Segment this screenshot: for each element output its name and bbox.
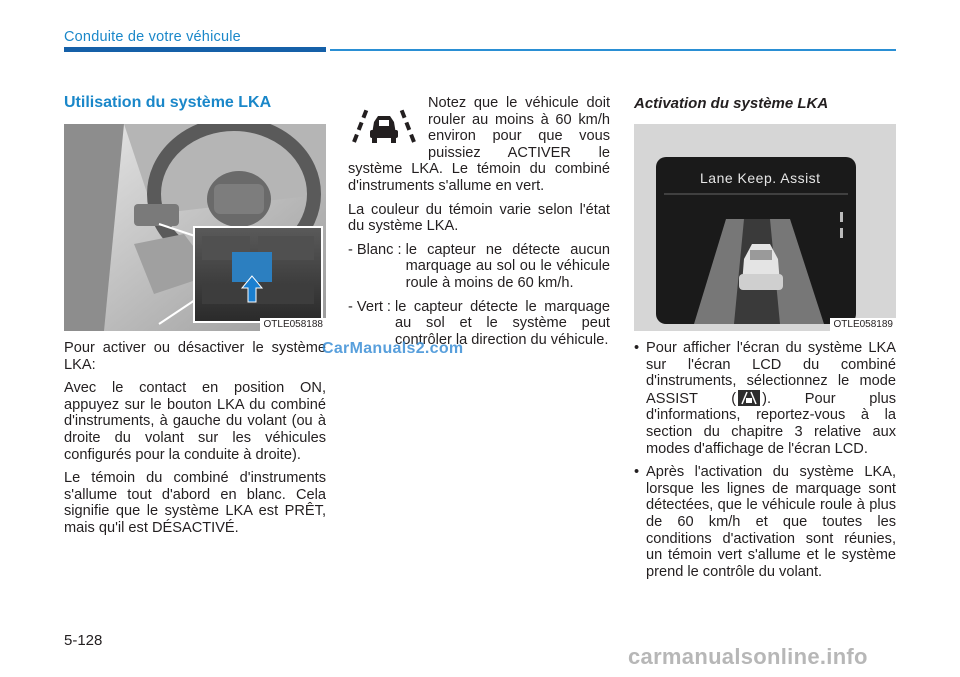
- bullet-text: Pour afficher l'écran du système LKA sur l'écran LCD du combiné d'instruments, sélectionnez le mode ASSIST ( ). Pour plus d'informations, reportez-vous à la section du chapitre 3 relative aux modes d'affichage de l'écran LCD.: [646, 340, 897, 457]
- bullet-dot: •: [634, 340, 640, 356]
- figure-code: OTLE058189: [830, 318, 897, 331]
- item-label: - Blanc :: [348, 241, 406, 258]
- item-text: le capteur ne détecte aucun marquage au sol ou le véhicule roule à moins de 60 km/h.: [405, 241, 610, 291]
- bullet-afficher: [634, 340, 896, 457]
- chapter-title: Conduite de votre véhicule: [64, 29, 241, 45]
- right-body: [634, 340, 896, 587]
- bullet-activation: [634, 464, 896, 580]
- assist-mode-icon: [738, 390, 760, 406]
- header-rule-light: [330, 49, 896, 51]
- middle-body: [348, 95, 610, 355]
- paragraph-activate: Pour activer ou désactiver le système LKA:: [64, 340, 326, 373]
- overlay-watermark: CarManuals2.com: [322, 340, 464, 357]
- header-rule-dark: [64, 47, 326, 52]
- paragraph-couleur: La couleur du témoin varie selon l'état du système LKA.: [348, 201, 610, 235]
- page-number: 5-128: [64, 632, 103, 649]
- paragraph-contact: Avec le contact en position ON, appuyez sur le bouton LKA du combiné d'instruments, à gauche du volant (ou à droite du volant sur les véhicules configurés pour la conduite à droite).: [64, 380, 326, 463]
- left-body: [64, 340, 326, 544]
- section-title-utilisation: Utilisation du système LKA: [64, 94, 272, 111]
- dashboard-illustration: [64, 124, 326, 331]
- dashboard-figure: [64, 124, 326, 331]
- lcd-title: Lane Keep. Assist: [700, 170, 821, 186]
- lcd-figure: [634, 124, 896, 331]
- paragraph-temoin: Le témoin du combiné d'instruments s'allume tout d'abord en blanc. Cela signifie que le système LKA est PRÊT, mais qu'il est DÉSACTIVÉ.: [64, 470, 326, 536]
- item-text: le capteur détecte le marquage au sol et le système peut contrôler la direction du véhicule.: [395, 298, 610, 348]
- paragraph-vitesse: Notez que le véhicule doit rouler au moins à 60 km/h environ pour que vous puissiez ACTIVER le système LKA. Le témoin du combiné d'instruments s'allume en vert.: [348, 95, 610, 194]
- footer-watermark[interactable]: carmanualsonline.info: [628, 644, 868, 669]
- list-item-blanc: [348, 242, 610, 292]
- bullet-text: Après l'activation du système LKA, lorsque les lignes de marquage sont détectées, que le véhicule roule à plus de 60 km/h et que toutes les conditions d'activation sont réunies, un témoin vert s'allume et le système prend le contrôle du volant.: [646, 464, 896, 580]
- section-title-activation: Activation du système LKA: [634, 95, 829, 112]
- bullet-dot: •: [634, 464, 640, 481]
- item-label: - Vert :: [348, 298, 396, 315]
- figure-code: OTLE058188: [260, 318, 327, 331]
- lcd-screen-illustration: [634, 124, 896, 331]
